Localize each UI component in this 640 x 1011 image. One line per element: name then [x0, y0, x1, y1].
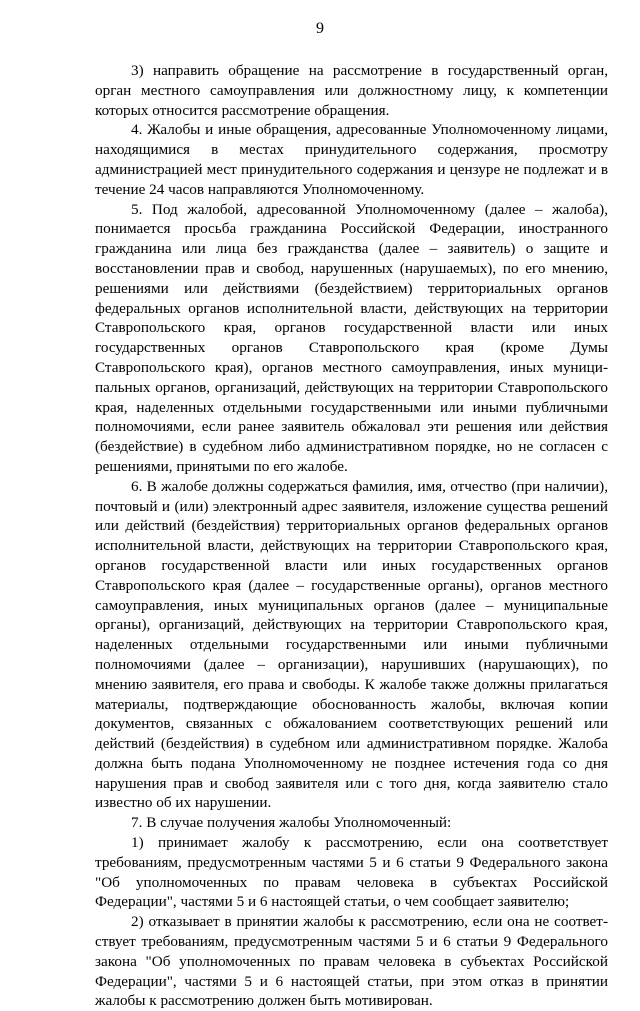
- paragraph-item-2: 2) отказывает в принятии жалобы к рассмотрению, если она не соответствует требованиям, предусмотренным частями 5 и 6 статьи 9 Федерального закона "Об уполномоченных по правам человека в субъектах Российской Федерации", частями 5 и 6 настоящей статьи, при этом отказ в принятии жалобы к рассмотрению должен быть мотивирован.: [95, 913, 608, 1010]
- paragraph-clause-5: 5. Под жалобой, адресованной Уполномоченному (далее – жалоба), понимается просьба гражданина Российской Федерации, иностранного гражданина или лица без гражданства (далее – заявитель) о защите и восстановлении прав и свобод, нарушенных (нарушаемых), по его мнению, решениями или действиями (бездействием) территориальных органов федеральных органов исполнительной власти, действующих на территории Ставропольского края, органов государственной власти или иных государственных органов Ставропольского края (кроме Думы Ставропольского края), органов местного самоуправления, иных муниципальных органов, организаций, действующих на территории Ставропольского края, наделенных отдельными государственными или иными публичными полномочиями, если ранее заявитель обжаловал эти решения или действия (бездействие) в судебном либо административном порядке, но не согласен с решениями, принятыми по его жалобе.: [95, 200, 608, 475]
- document-body: [95, 61, 608, 1011]
- paragraph-clause-6: 6. В жалобе должны содержаться фамилия, имя, отчество (при наличии), почтовый и (или) электронный адрес заявителя, изложение существа решений или действий (бездействия) территориальных органов федеральных органов исполнительной власти, действующих на территории Ставропольского края, органов государственной власти или иных государственных органов Ставропольского края (далее – государственные органы), органов местного самоуправления, иных муниципальных органов (далее – муниципальные органы), организаций, действующих на территории Ставропольского края, наделенных отдельными государственными или иными публичными полномочиями (далее – организации), нарушивших (нарушающих), по мнению заявителя, его права и свободы. К жалобе также должны прилагаться материалы, подтверждающие обоснованность жалобы, включая копии документов, связанных с обжалованием соответствующих решений или действий (бездействия) в судебном или административном порядке. Жалоба должна быть подана Уполномоченному не позднее истечения года со дня нарушения прав и свобод заявителя или с того дня, когда заявителю стало известно об их нарушении.: [95, 477, 608, 812]
- page-number: 9: [316, 20, 324, 37]
- paragraph-clause-7: 7. В случае получения жалобы Уполномоченный:: [131, 814, 452, 832]
- paragraph-clause-4: 4. Жалобы и иные обращения, адресованные Уполномоченному лицами, находящимися в местах принудительного содержания, просмотру администрацией мест принудительного содержания и цензуре не подлежат и в течение 24 часов направляются Уполномоченному.: [95, 121, 608, 198]
- paragraph-item-1: 1) принимает жалобу к рассмотрению, если она соответствует требованиям, предусмотренным частями 5 и 6 статьи 9 Федерального закона "Об уполномоченных по правам человека в субъектах Российской Федерации", частями 5 и 6 настоящей статьи, о чем сообщает заявителю;: [95, 834, 608, 911]
- paragraph-item-3: 3) направить обращение на рассмотрение в государственный орган, орган местного самоуправления или должностному лицу, к компетенции которых относится рассмотрение обращения.: [95, 62, 608, 119]
